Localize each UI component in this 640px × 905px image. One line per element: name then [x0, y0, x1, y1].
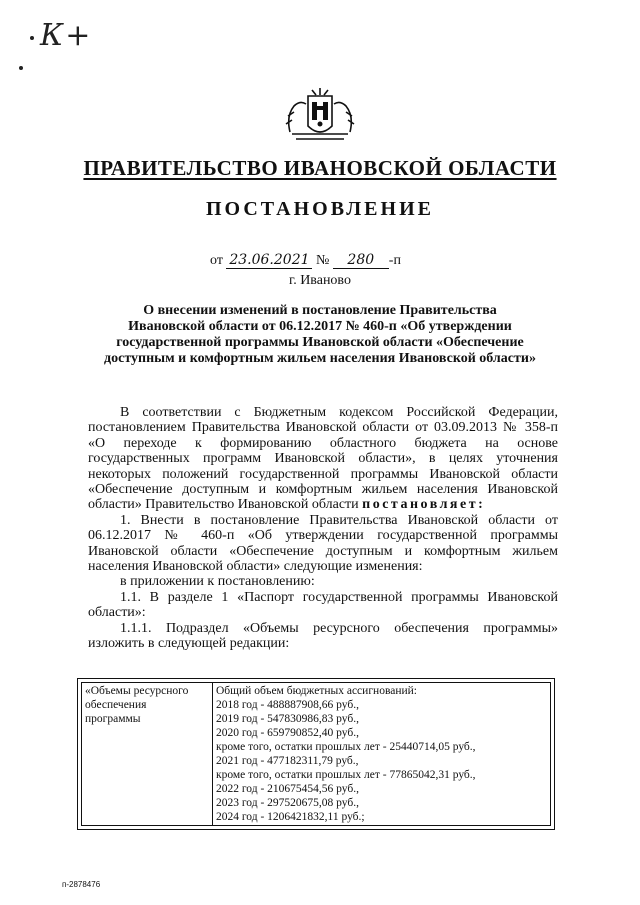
item-1-1: 1.1. В разделе 1 «Паспорт государственной программы Ивановской области»: — [88, 589, 558, 621]
table-value-line: 2024 год - 1206421832,11 руб.; — [216, 811, 365, 823]
document-subject — [80, 303, 560, 367]
city: г. Иваново — [289, 273, 351, 288]
date-prefix: от — [210, 253, 223, 268]
footer-code: п-2878476 — [62, 880, 101, 889]
organization-title: ПРАВИТЕЛЬСТВО ИВАНОВСКОЙ ОБЛАСТИ — [83, 156, 557, 180]
table-label-line: обеспечения — [85, 699, 147, 711]
subject-line: доступным и комфортным жильем населения Ивановской области» — [104, 351, 536, 366]
document-type: ПОСТАНОВЛЕНИЕ — [206, 198, 434, 220]
table-value-line: 2023 год - 297520675,08 руб., — [216, 797, 359, 809]
table-value-line: 2019 год - 547830986,83 руб., — [216, 713, 359, 725]
table-value-line: кроме того, остатки прошлых лет - 25440714,05 руб., — [216, 741, 476, 753]
document-date: 23.06.2021 — [226, 252, 312, 269]
item-1-1-1: 1.1.1. Подраздел «Объемы ресурсного обеспечения программы» изложить в следующей редакции: — [88, 620, 558, 652]
document-number: 280 — [333, 252, 389, 269]
ink-dot — [19, 66, 23, 70]
subject-line: О внесении изменений в постановление Правительства — [143, 303, 497, 318]
handwritten-note: К+ — [40, 18, 93, 53]
table-label-line: ресурсного — [133, 685, 189, 697]
table-value-cell — [213, 683, 551, 826]
date-number-line — [210, 252, 401, 269]
preamble-paragraph — [88, 405, 558, 513]
coat-of-arms-emblem — [282, 86, 358, 144]
table-value-line: 2020 год - 659790852,40 руб., — [216, 727, 359, 739]
number-suffix: -п — [388, 253, 401, 268]
subject-line: государственной программы Ивановской области «Обеспечение — [116, 335, 524, 350]
table-value-line: 2021 год - 477182311,79 руб., — [216, 755, 359, 767]
table-value-line: Общий объем бюджетных ассигнований: — [216, 685, 417, 697]
ink-dot — [30, 36, 34, 40]
number-sign: № — [315, 253, 330, 268]
table-value-line: 2018 год - 488887908,66 руб., — [216, 699, 359, 711]
table-label-line: программы — [85, 713, 141, 725]
document-body — [88, 405, 558, 652]
table-value-line: 2022 год - 210675454,56 руб., — [216, 783, 359, 795]
resolves-word: постановляет: — [362, 497, 486, 513]
item-appendix: в приложении к постановлению: — [120, 574, 315, 590]
table-value-line: кроме того, остатки прошлых лет - 77865042,31 руб., — [216, 769, 476, 781]
item-1: 1. Внести в постановление Правительства Ивановской области от 06.12.2017 № 460-п «Об утверждении государственной программы Ивановской области «Обеспечение доступным и комфортным жильем населения Ивановской области» следующие изменения: — [88, 512, 558, 575]
resource-table — [77, 678, 555, 830]
table-label-line: «Объемы — [85, 685, 131, 697]
preamble-text: В соответствии с Бюджетным кодексом Российской Федерации, постановлением Правительства Ивановской области от 03.09.2013 № 358-п «О переходе к формированию областного бюджета на основе государственных программ Ивановской области», в целях уточнения некоторых положений государственной программы Ивановской области «Обеспечение доступным и комфортным жильем населения Ивановской области» Правительство Ивановской области — [88, 405, 558, 513]
subject-line: Ивановской области от 06.12.2017 № 460-п «Об утверждении — [128, 319, 512, 334]
table-label-cell — [82, 683, 213, 826]
